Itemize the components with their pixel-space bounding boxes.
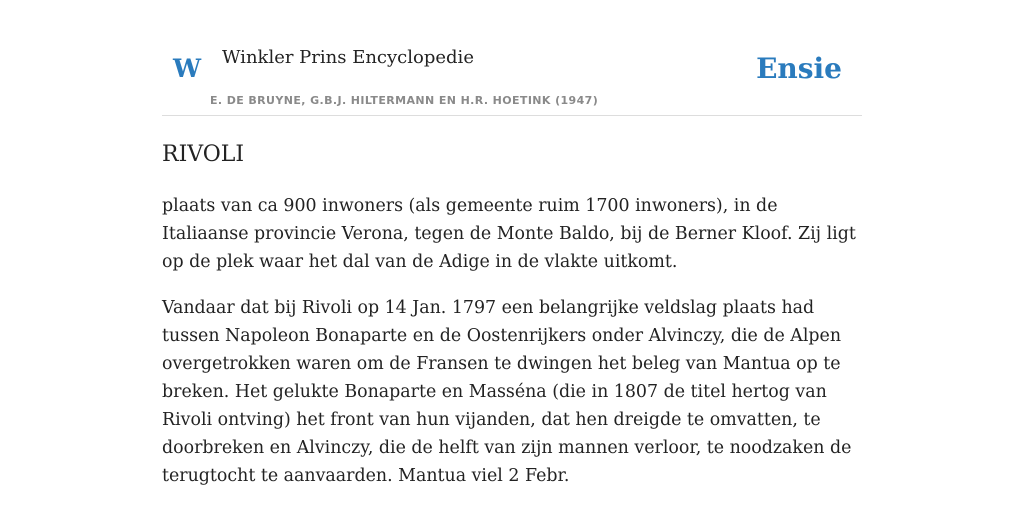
source-logo[interactable]: W [173, 54, 202, 83]
entry-title: RIVOLI [162, 142, 245, 167]
source-title[interactable]: Winkler Prins Encyclopedie [222, 47, 474, 68]
entry-paragraph: Vandaar dat bij Rivoli op 14 Jan. 1797 een belangrijke veldslag plaats had tussen Napoleon Bonaparte en de Oostenrijkers onder Alvinczy, die de Alpen overgetrokken waren om de Fransen te dwingen het beleg van Mantua op te breken. Het gelukte Bonaparte en Masséna (die in 1807 de titel hertog van Rivoli ontving) het front van hun vijanden, dat hen dreigde te omvatten, te doorbreken en Alvinczy, die de helft van zijn mannen verloor, te noodzaken de terugtocht te aanvaarden. Mantua viel 2 Febr. [162, 298, 852, 486]
entry-body [162, 192, 862, 508]
source-authors: E. DE BRUYNE, G.B.J. HILTERMANN EN H.R. HOETINK (1947) [210, 94, 599, 107]
brand-logo[interactable]: Ensie [756, 52, 842, 85]
page [162, 0, 862, 512]
page-header [162, 0, 862, 116]
entry-paragraph: plaats van ca 900 inwoners (als gemeente ruim 1700 inwoners), in de Italiaanse provincie Verona, tegen de Monte Baldo, bij de Berner Kloof. Zij ligt op de plek waar het dal van de Adige in de vlakte uitkomt. [162, 196, 856, 272]
